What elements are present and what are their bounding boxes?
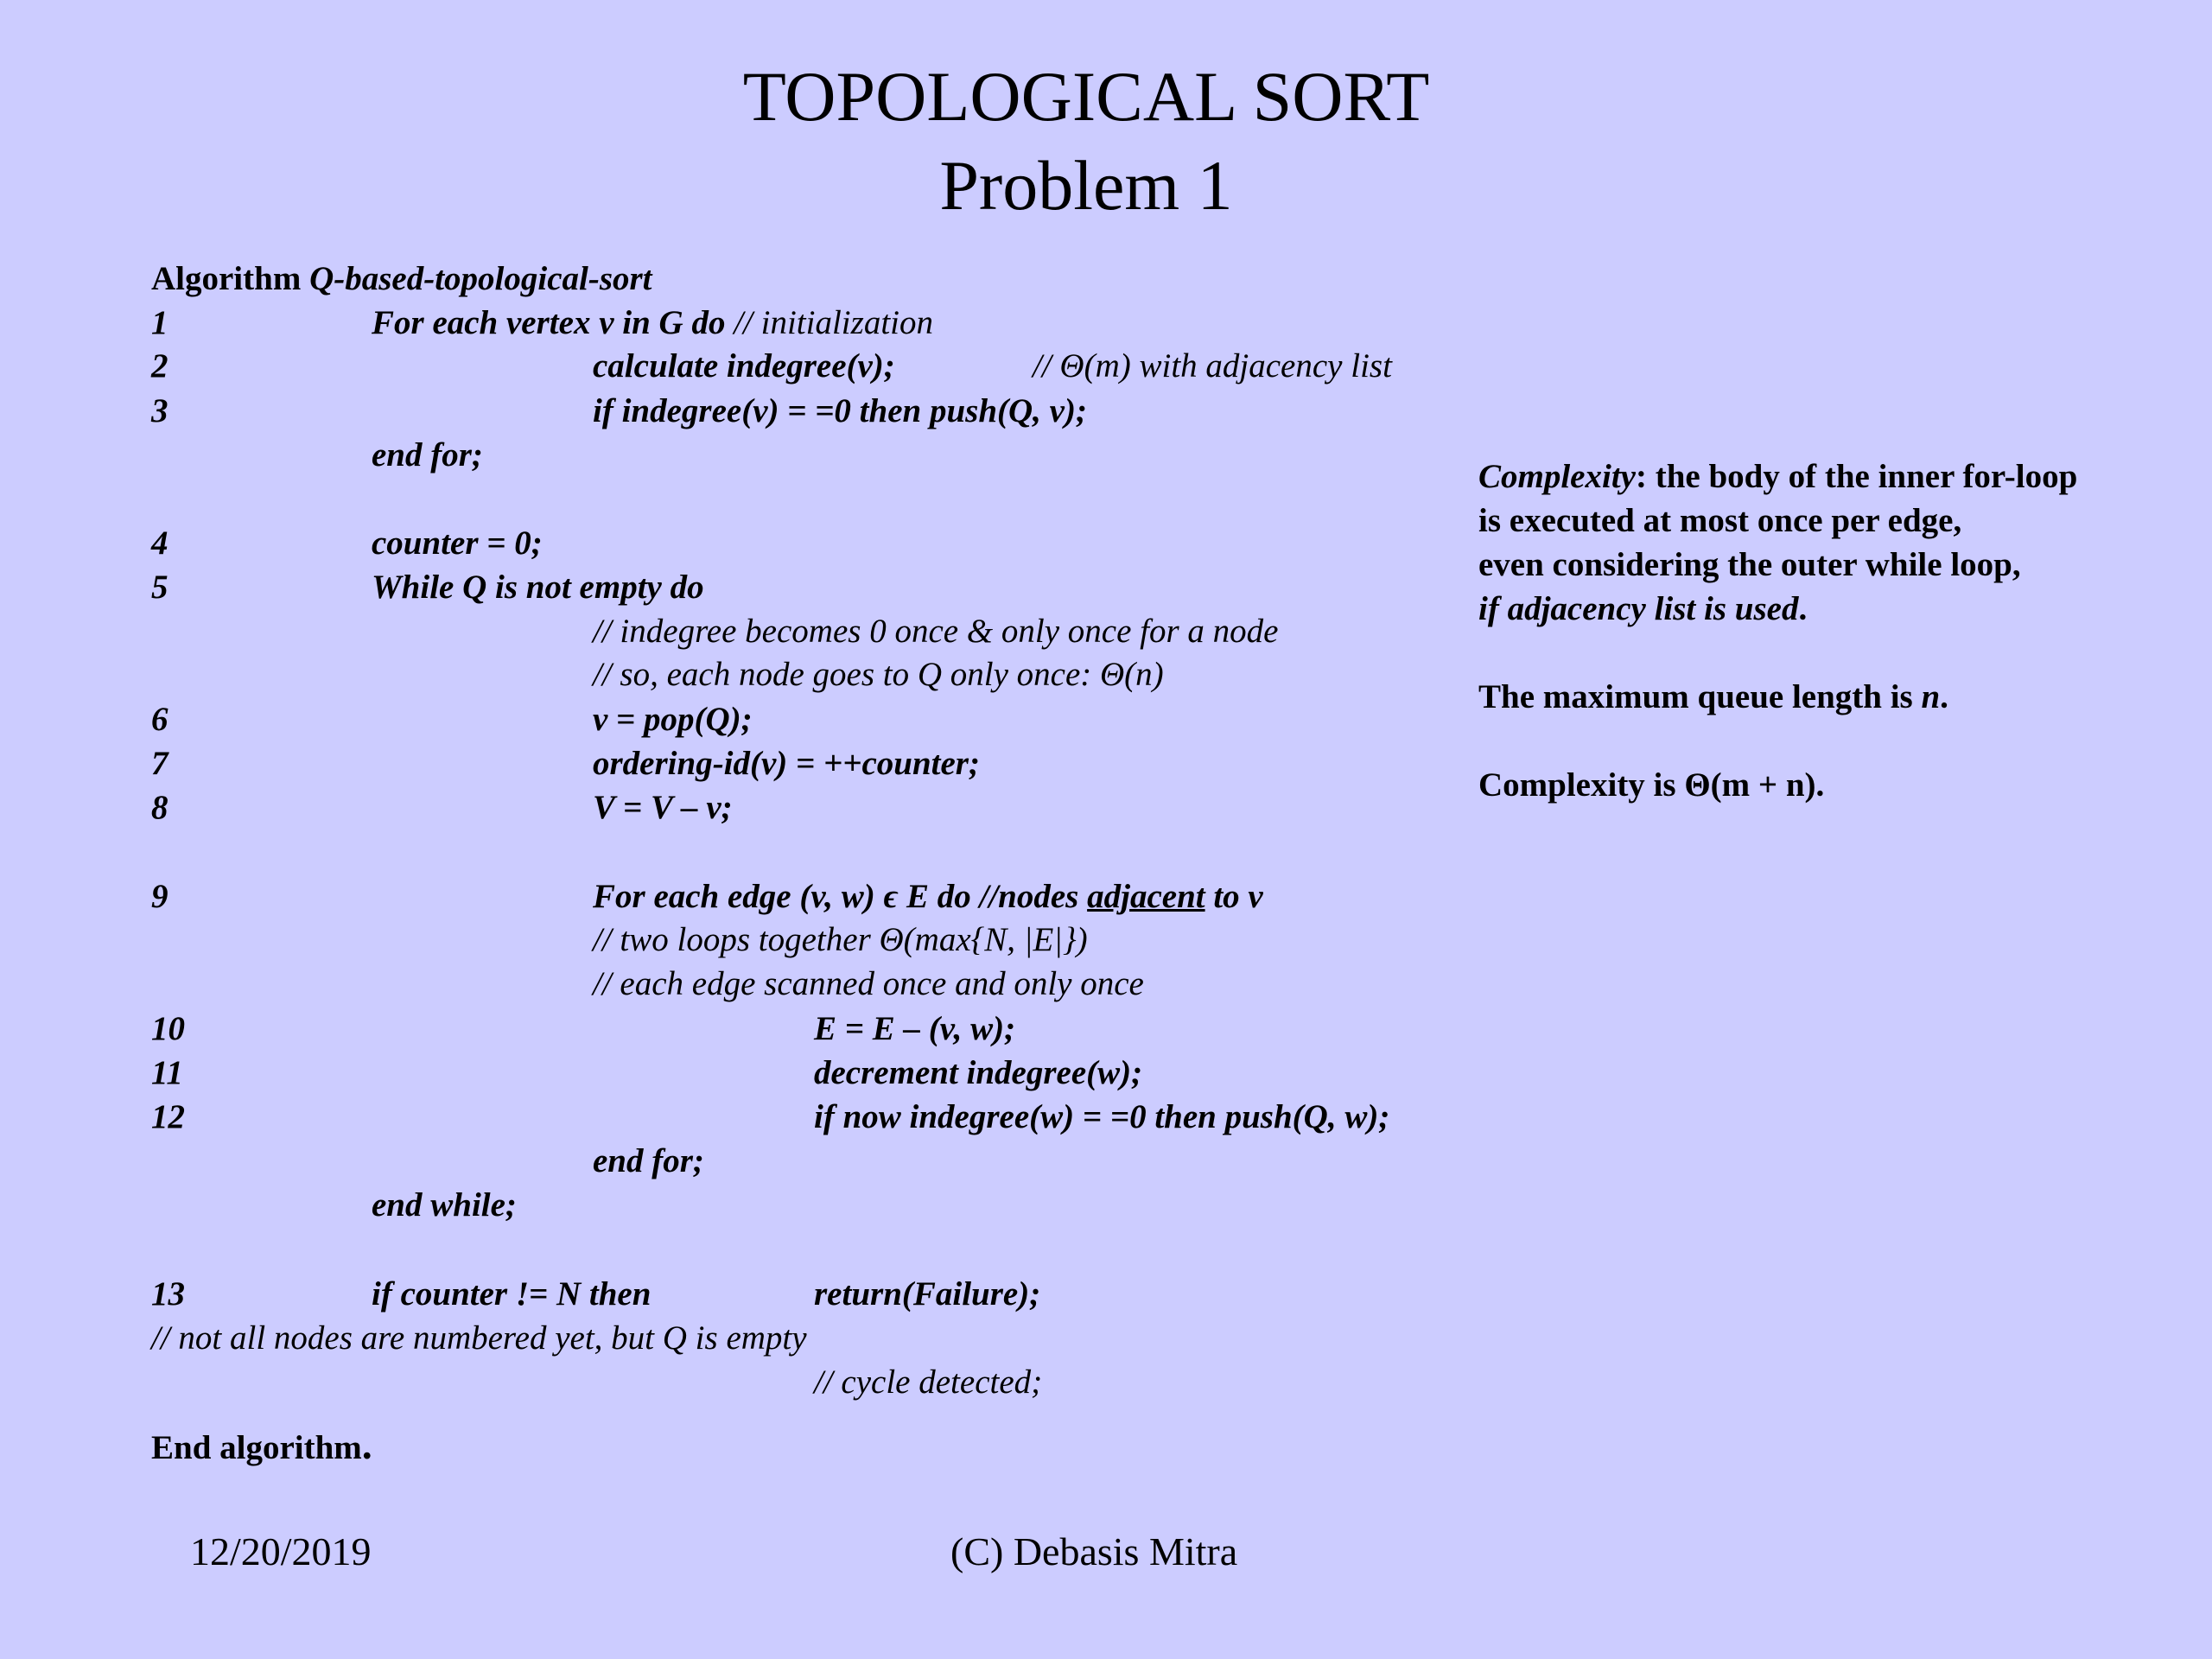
code-text: end for; [372,436,483,474]
line-number: 13 [151,1275,185,1313]
note-line: is executed at most once per edge, [1478,502,1962,539]
code-comment: // indegree becomes 0 once & only once for a node [593,613,1279,650]
footer-date: 12/20/2019 [190,1529,372,1573]
code-comment: // cycle detected; [814,1363,1043,1401]
line-number: 5 [151,569,168,606]
code-text-end: to v [1205,878,1263,915]
code-text: decrement indegree(w); [814,1054,1143,1091]
footer-credit: (C) Debasis Mitra [950,1529,1238,1573]
code-comment: // not all nodes are numbered yet, but Q is empty [151,1319,807,1357]
end-text: End algorithm [151,1429,362,1466]
algorithm-name: Q-based-topological-sort [309,260,652,297]
line-number: 2 [151,347,168,385]
line-number: 6 [151,701,168,738]
code-text: end for; [593,1142,704,1179]
line-number: 4 [151,524,168,562]
note-line: Complexity: the body of the inner for-loop [1478,458,2078,495]
code-comment: // initialization [734,304,933,341]
code-text: end while; [372,1186,517,1224]
code-text: For each vertex v in G do [372,304,726,341]
complexity-summary: Complexity is Θ(m + n). [1478,766,1825,804]
line-number: 8 [151,789,168,826]
line-number: 10 [151,1010,185,1047]
code-text: if indegree(v) = =0 then push(Q, v); [593,392,1087,429]
slide-subtitle: Problem 1 [939,146,1233,225]
line-number: 11 [151,1054,183,1091]
underlined-word: adjacent [1087,878,1205,915]
code-comment: // Θ(m) with adjacency list [1033,347,1392,385]
algorithm-keyword: Algorithm [151,260,302,297]
code-text: counter = 0; [372,524,543,562]
note-line: if adjacency list is used. [1478,590,1808,627]
code-text: calculate indegree(v); [593,347,895,385]
complexity-notes [1478,454,2170,807]
code-comment: // each edge scanned once and only once [593,965,1144,1002]
line-number: 3 [151,392,168,429]
slide-title: TOPOLOGICAL SORT [742,57,1430,136]
queue-length-note: The maximum queue length is n. [1478,678,1948,715]
line-number: 12 [151,1098,185,1135]
complexity-word: Complexity [1478,458,1636,495]
code-text: if now indegree(w) = =0 then push(Q, w); [814,1098,1390,1135]
code-text: if counter != N then [372,1275,652,1313]
code-comment: // so, each node goes to Q only once: Θ(n) [593,656,1164,693]
line-number: 7 [151,745,168,782]
line-number: 9 [151,878,168,915]
code-text: v = pop(Q); [593,701,753,738]
code-text: E = E – (v, w); [814,1010,1016,1047]
code-text: While Q is not empty do [372,569,704,606]
code-comment: // two loops together Θ(max{N, |E|}) [593,921,1088,958]
end-dot: . [361,1422,372,1468]
code-text: V = V – v; [593,789,733,826]
code-text-return: return(Failure); [814,1275,1041,1313]
code-text: ordering-id(v) = ++counter; [593,745,980,782]
line-number: 1 [151,304,168,341]
note-line: even considering the outer while loop, [1478,546,2021,583]
code-text: For each edge (v, w) ϵ E do //nodes [593,878,1088,915]
